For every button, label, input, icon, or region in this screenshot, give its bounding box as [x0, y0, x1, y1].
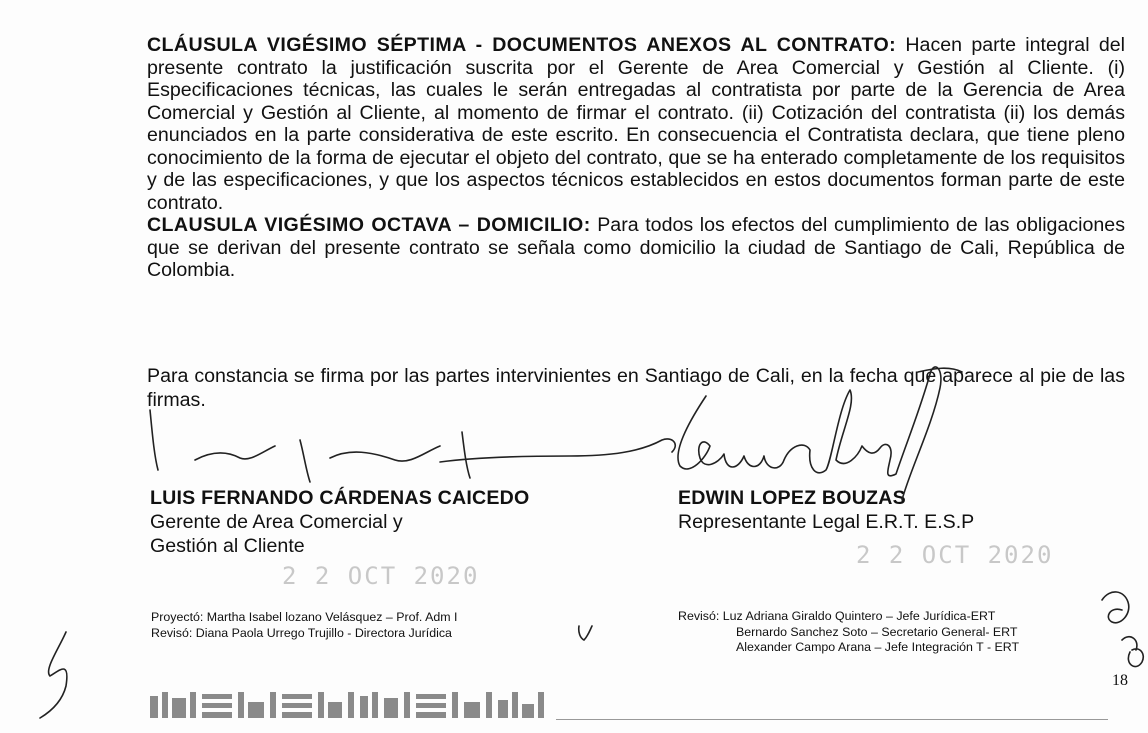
- signatory-right-name: EDWIN LOPEZ BOUZAS: [678, 487, 906, 509]
- signatory-right-role-1: Representante Legal E.R.T. E.S.P: [678, 511, 975, 533]
- footer-rule: [556, 719, 1108, 720]
- initials-icon: [40, 632, 67, 718]
- signatory-left: [150, 486, 650, 558]
- review-left-line-1: Proyectó: Martha Isabel lozano Velásquez – Prof. Adm I: [151, 610, 458, 624]
- date-stamp-right: 2 2 OCT 2020: [856, 541, 1054, 569]
- barcode-icon: [150, 690, 550, 720]
- signature-left-icon: [150, 410, 675, 482]
- clause-27-heading: CLÁUSULA VIGÉSIMO SÉPTIMA - DOCUMENTOS ANEXOS AL CONTRATO:: [147, 34, 897, 56]
- clause-27-text: Hacen parte integral del presente contrato la justificación suscrita por el Gerente de Area Comercial y Gestión al Cliente. (i) Especificaciones técnicas, las cuales le serán entregadas al contratista por parte de la Gerencia de Area Comercial y Gestión al Cliente, al momento de firmar el contrato. (ii) Cotización del contratista (ii) los demás enunciados en la parte considerativa de este escrito. En consecuencia el Contratista declara, que tiene pleno conocimiento de la forma de ejecutar el objeto del contrato, que se ha enterado completamente de los requisitos y de las especificaciones, y que los aspectos técnicos establecidos en estos documentos forman parte de este contrato.: [147, 34, 1126, 214]
- review-right-line-3: Alexander Campo Arana – Jefe Integración T - ERT: [736, 640, 1020, 654]
- review-right: [678, 609, 1128, 656]
- clause-28-text: Para todos los efectos del cumplimiento de las obligaciones que se derivan del presente contrato se señala como domicilio la ciudad de Santiago de Cali, República de Colombia.: [147, 214, 1125, 281]
- clause-28: [147, 214, 1125, 282]
- clauses-section: [147, 34, 1125, 282]
- signatory-right: [678, 486, 1138, 534]
- clause-28-heading: CLAUSULA VIGÉSIMO OCTAVA – DOMICILIO:: [147, 214, 591, 236]
- signatory-left-role-2: Gestión al Cliente: [150, 535, 305, 557]
- review-left-line-2: Revisó: Diana Paola Urrego Trujillo - Directora Jurídica: [151, 625, 452, 640]
- page-number: 18: [1112, 672, 1128, 689]
- signatory-left-name: LUIS FERNANDO CÁRDENAS CAICEDO: [150, 487, 530, 509]
- date-stamp-left: 2 2 OCT 2020: [282, 562, 480, 590]
- review-left: [151, 610, 631, 641]
- closing-statement: Para constancia se firma por las partes intervinientes en Santiago de Cali, en la fecha que aparece al pie de las firmas.: [147, 365, 1125, 411]
- review-right-line-1: Revisó: Luz Adriana Giraldo Quintero – Jefe Jurídica-ERT: [678, 609, 996, 623]
- clause-27: [147, 34, 1125, 214]
- signatory-left-role-1: Gerente de Area Comercial y: [150, 511, 403, 533]
- review-right-line-2: Bernardo Sanchez Soto – Secretario General- ERT: [736, 624, 1018, 639]
